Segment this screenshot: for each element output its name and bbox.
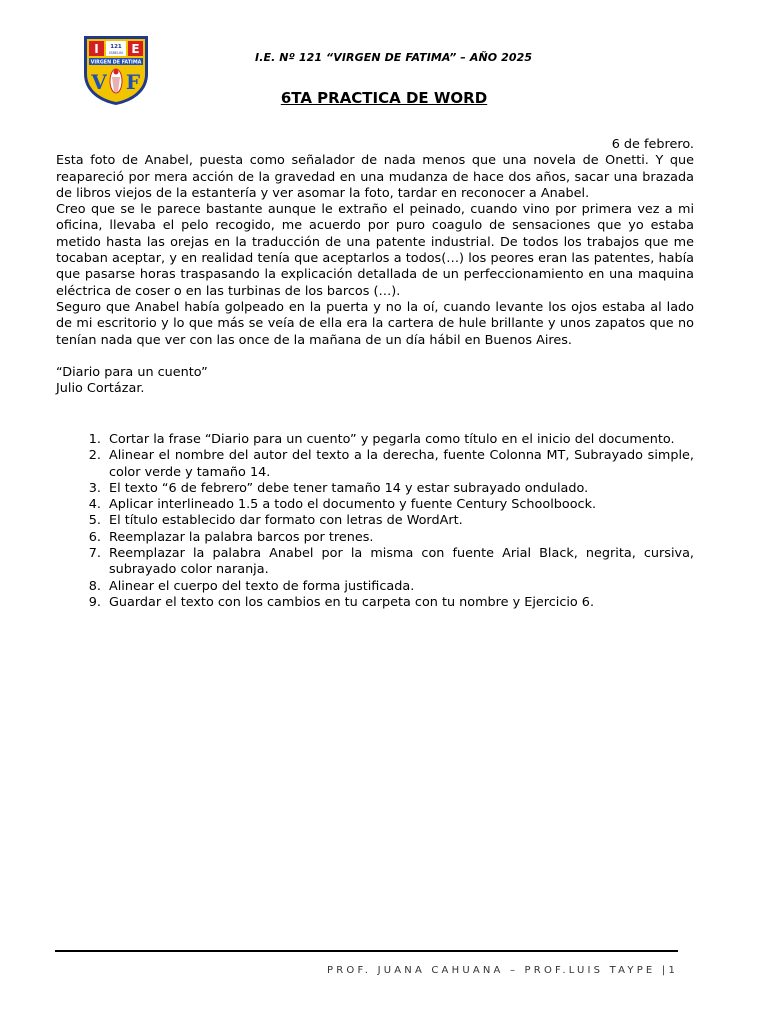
list-item-text: Alinear el nombre del autor del texto a la derecha, fuente Colonna MT, Subrayado simple, color verde y tamaño 14. (109, 448, 694, 480)
logo-initial-f: F (125, 70, 141, 94)
list-item-text: El título establecido dar formato con letras de WordArt. (109, 513, 463, 529)
logo-banner: VIRGEN DE FATIMA (90, 60, 142, 66)
list-item-text: El texto “6 de febrero” debe tener tamaño 14 y estar subrayado ondulado. (109, 480, 589, 496)
story-text (56, 137, 694, 398)
list-item-text: Guardar el texto con los cambios en tu carpeta con tu nombre y Ejercicio 6. (109, 594, 595, 610)
list-item-number: 8. (88, 578, 101, 594)
list-item-number: 7. (88, 546, 101, 562)
list-item (56, 481, 694, 497)
list-item (56, 432, 694, 448)
footer-separator: | (661, 965, 669, 976)
school-name: I.E. Nº 121 “VIRGEN DE FATIMA” – AÑO 2025 (255, 51, 533, 64)
list-item-number: 5. (88, 513, 101, 529)
logo-number: 121 (110, 44, 122, 50)
list-item-text: Reemplazar la palabra barcos por trenes. (109, 529, 374, 545)
list-item (56, 546, 694, 579)
list-item (56, 448, 694, 481)
list-item-text: Alinear el cuerpo del texto de forma justificada. (109, 578, 415, 594)
source-title: “Diario para un cuento” (56, 365, 208, 381)
list-item-number: 3. (88, 480, 101, 496)
source-author: Julio Cortázar. (56, 381, 145, 397)
footer-divider (55, 950, 678, 952)
list-item (56, 579, 694, 595)
list-item-text: Reemplazar la palabra Anabel por la misma con fuente Arial Black, negrita, cursiva, subrayado color naranja. (109, 546, 694, 578)
list-item-number: 9. (88, 594, 101, 610)
logo-small-label: ISBELIN (109, 51, 123, 55)
footer-authors: PROF. JUANA CAHUANA – PROF.LUIS TAYPE (327, 965, 656, 976)
logo-letter-i: I (94, 42, 99, 56)
list-item (56, 497, 694, 513)
logo-initial-v: V (91, 70, 107, 94)
story-paragraph-1: Esta foto de Anabel, puesta como señalador de nada menos que una novela de Onetti. Y que reapareció por mera acción de la gravedad en una mudanza de hace dos años, sacar una brazada de libros viejos de la estantería y ver asomar la foto, tardar en reconocer a Anabel. (56, 153, 694, 201)
story-paragraph-3: Seguro que Anabel había golpeado en la puerta y no la oí, cuando levante los ojos estaba al lado de mi escritorio y lo que más se veía de ella era la cartera de hule brillante y unos zapatos que no tenían nada que ver con las once de la mañana de un día hábil en Buenos Aires. (56, 299, 694, 348)
page-number: 1 (668, 965, 678, 976)
instructions-list (56, 432, 694, 611)
list-item-number: 1. (88, 432, 101, 447)
story-paragraph-2: Creo que se le parece bastante aunque le extraño el peinado, cuando vino por primera vez a mi oficina, llevaba el pelo recogido, me acuerdo por puro coagulo de sensaciones que yo estaba metido hasta las orejas en la traducción de una patente industrial. De todos los trabajos que me tocaban aceptar, y en realidad tenía que aceptarlos a todos(…) los peores eran las patentes, había que pasarse horas traspasando la explicación detallada de un perfeccionamiento en una maquina eléctrica de coser o en las turbinas de los barcos (…). (56, 202, 694, 299)
list-item-number: 6. (88, 529, 101, 545)
list-item (56, 595, 694, 611)
date-line: 6 de febrero. (611, 137, 694, 152)
list-item-number: 4. (88, 497, 101, 513)
list-item-text: Cortar la frase “Diario para un cuento” y pegarla como título en el inicio del documento. (109, 432, 675, 447)
list-item-number: 2. (88, 448, 101, 464)
list-item-text: Aplicar interlineado 1.5 a todo el documento y fuente Century Schoolboock. (109, 497, 597, 513)
logo-letter-e: E (131, 42, 140, 56)
list-item (56, 513, 694, 529)
list-item (56, 530, 694, 546)
page-footer (327, 965, 678, 976)
page-title: 6TA PRACTICA DE WORD (280, 89, 488, 107)
